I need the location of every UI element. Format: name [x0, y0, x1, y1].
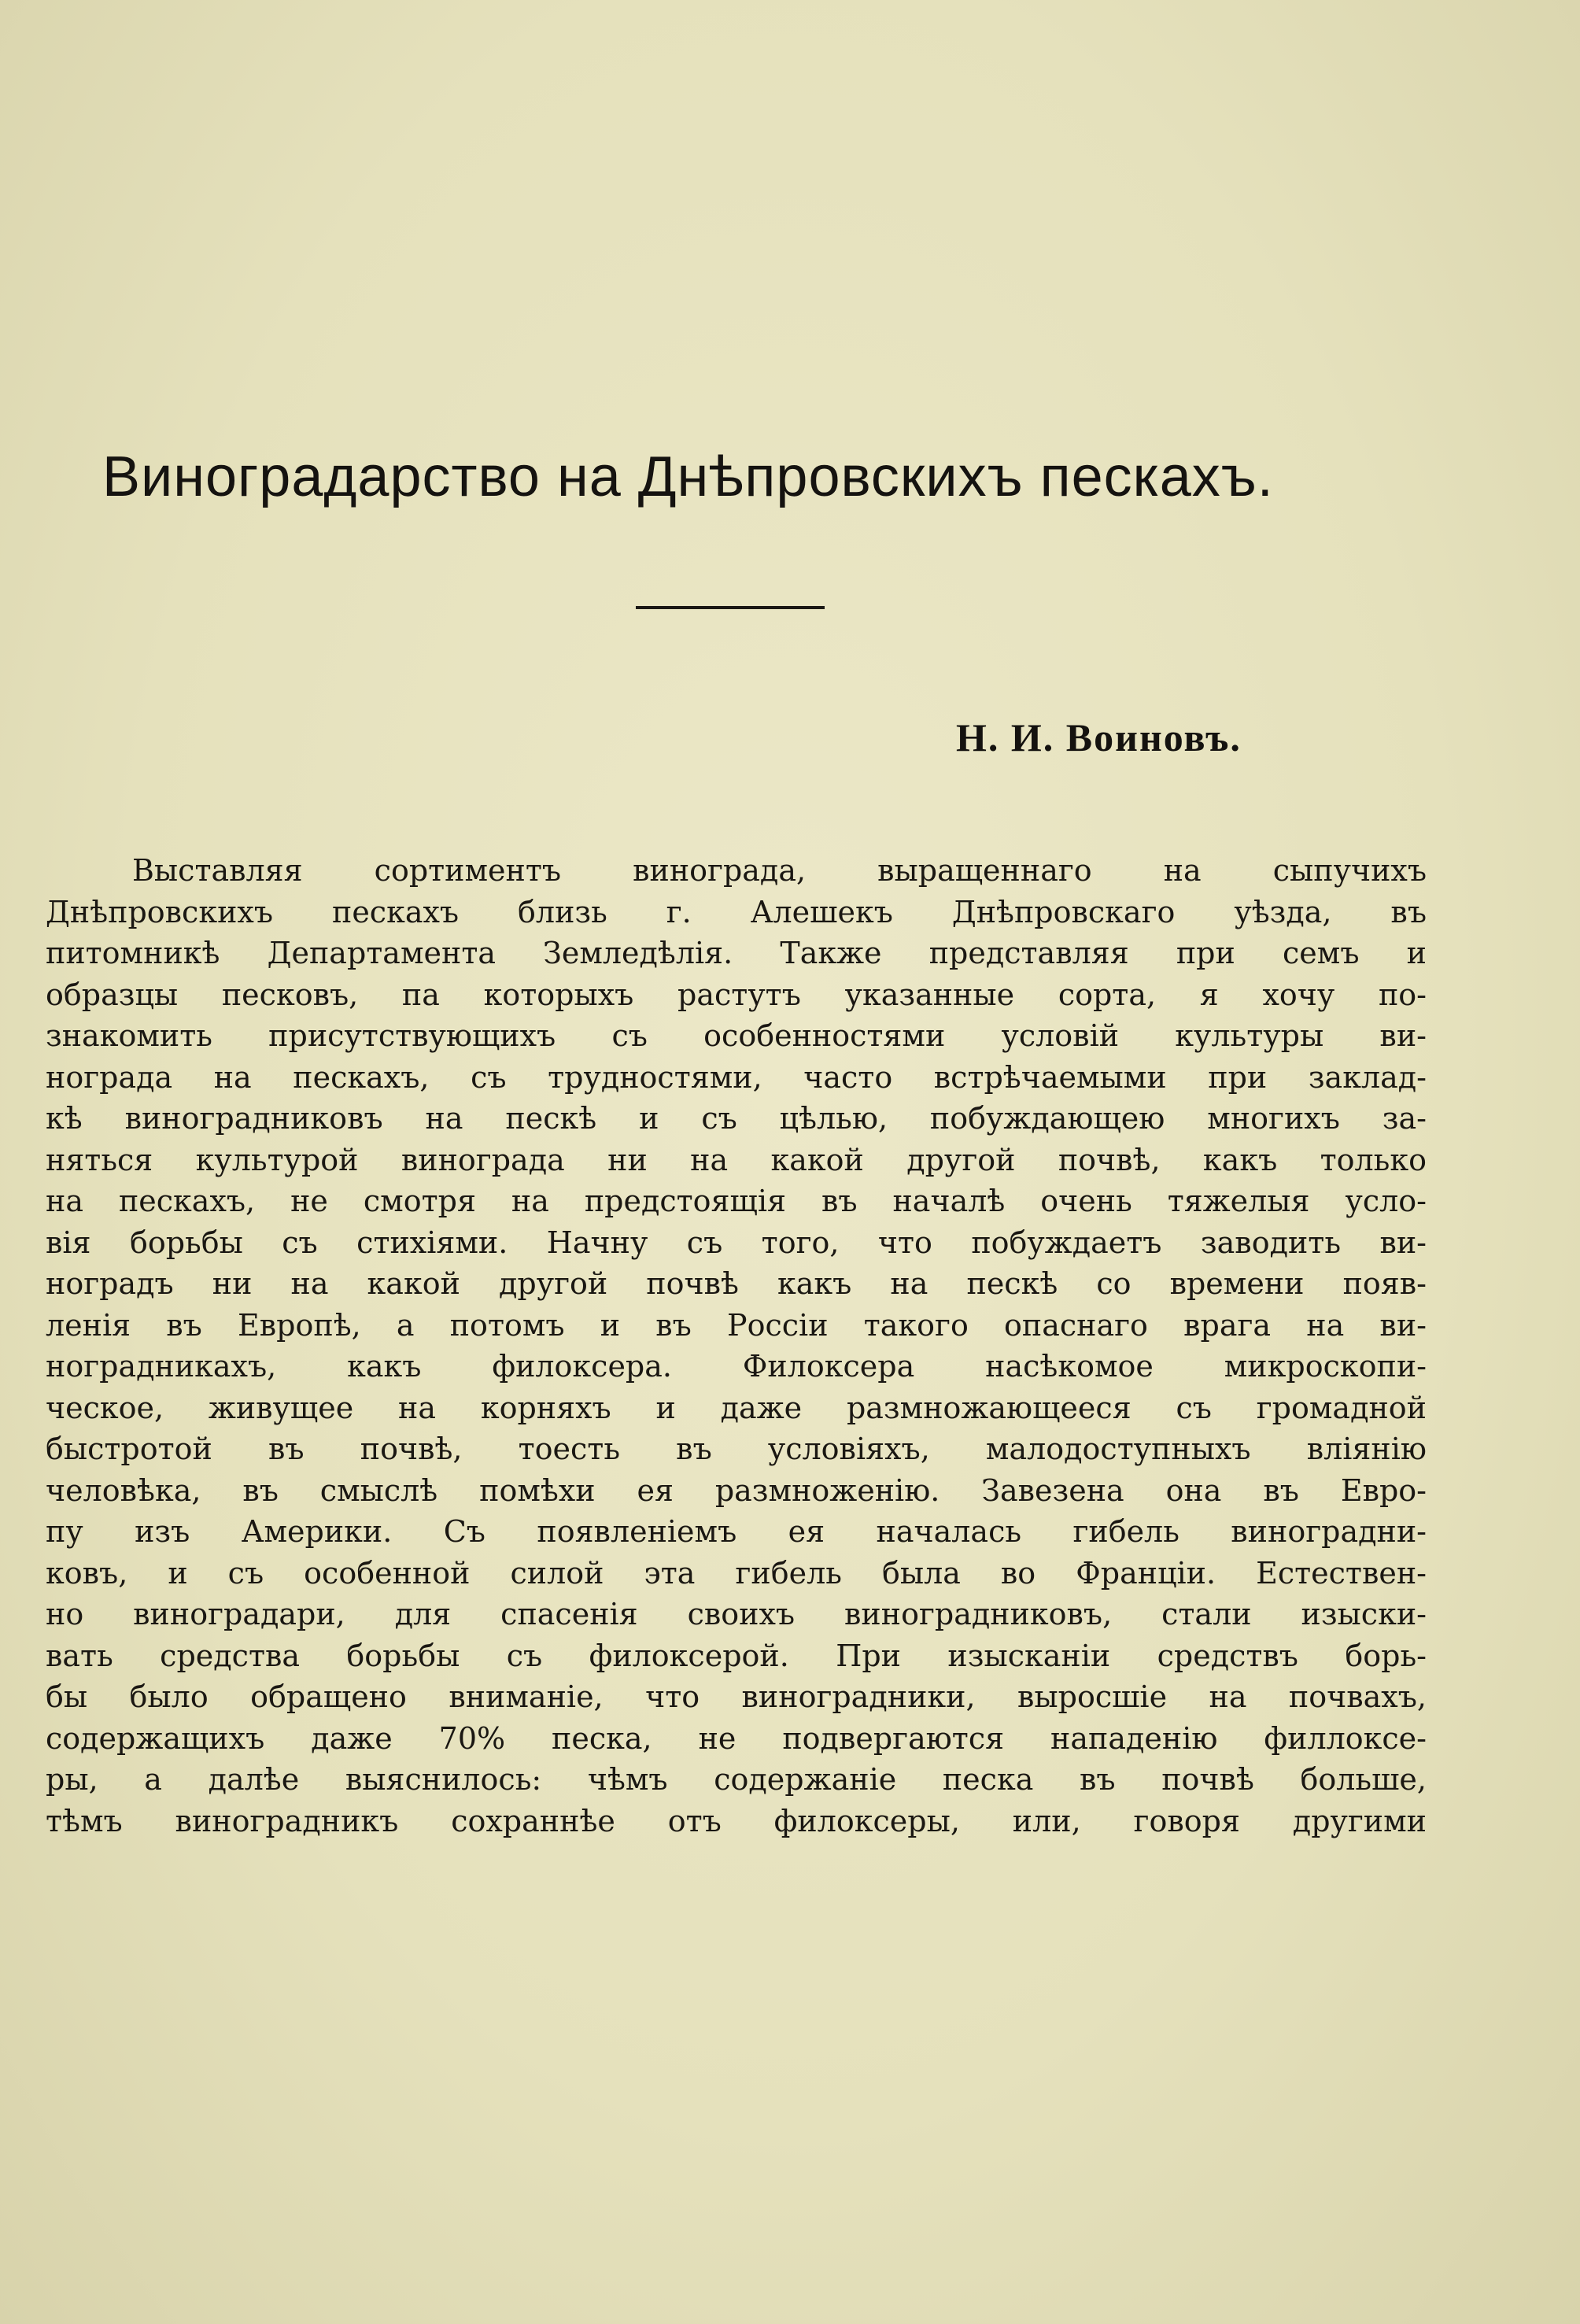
- article-body: [46, 850, 1427, 1842]
- body-line: знакомить присутствующихъ съ особенностями условій культуры ви-: [46, 1018, 1427, 1053]
- body-line: пу изъ Америки. Съ появленіемъ ея началась гибель виноградни-: [46, 1514, 1427, 1549]
- article-author: Н. И. Воиновъ.: [956, 715, 1242, 759]
- body-line: няться культурой винограда ни на какой другой почвѣ, какъ только: [46, 1142, 1427, 1177]
- body-line: человѣка, въ смыслѣ помѣхи ея размноженію. Завезена она въ Евро-: [46, 1472, 1427, 1508]
- body-line: кѣ виноградниковъ на пескѣ и съ цѣлью, побуждающею многихъ за-: [46, 1101, 1427, 1136]
- body-line: на пескахъ, не смотря на предстоящія въ началѣ очень тяжелыя усло-: [46, 1184, 1427, 1218]
- body-line: Днѣпровскихъ пескахъ близь г. Алешекъ Днѣпровскаго уѣзда, въ: [46, 894, 1427, 929]
- body-line: ленія въ Европѣ, а потомъ и въ Россіи такого опаснаго врага на ви-: [46, 1307, 1427, 1343]
- body-line: нограда на пескахъ, съ трудностями, часто встрѣчаемыми при заклад-: [46, 1059, 1427, 1095]
- body-line: быстротой въ почвѣ, тоесть въ условіяхъ, малодоступныхъ вліянію: [46, 1432, 1427, 1466]
- article-title: Виноградарство на Днѣпровскихъ пескахъ.: [102, 445, 1274, 508]
- body-line: вать средства борьбы съ филоксерой. При изысканіи средствъ борь-: [46, 1638, 1427, 1673]
- title-divider: [636, 606, 825, 609]
- body-line: бы было обращено вниманіе, что виноградники, выросшіе на почвахъ,: [46, 1679, 1427, 1714]
- body-line: вія борьбы съ стихіями. Начну съ того, что побуждаетъ заводить ви-: [46, 1225, 1427, 1260]
- body-line: образцы песковъ, па которыхъ растутъ указанные сорта, я хочу по-: [46, 977, 1427, 1012]
- body-line: тѣмъ виноградникъ сохраннѣе отъ филоксеры, или, говоря другими: [46, 1803, 1427, 1838]
- body-line: ноградъ ни на какой другой почвѣ какъ на пескѣ со времени появ-: [46, 1266, 1427, 1301]
- body-line: Выставляя сортиментъ винограда, выращеннаго на сыпучихъ: [132, 853, 1427, 888]
- body-line: содержащихъ даже 70% песка, не подвергаются нападенію филлоксе-: [46, 1720, 1427, 1756]
- body-line: ноградникахъ, какъ филоксера. Филоксера насѣкомое микроскопи-: [46, 1349, 1427, 1384]
- body-line: ческое, живущее на корняхъ и даже размножающееся съ громадной: [46, 1390, 1427, 1425]
- body-line: ковъ, и съ особенной силой эта гибель была во Франціи. Естествен-: [46, 1555, 1427, 1591]
- body-line: но виноградари, для спасенія своихъ виноградниковъ, стали изыски-: [46, 1597, 1427, 1631]
- body-line: ры, а далѣе выяснилось: чѣмъ содержаніе песка въ почвѣ больше,: [46, 1762, 1427, 1797]
- body-line: питомникѣ Департамента Земледѣлія. Также представляя при семъ и: [46, 936, 1427, 970]
